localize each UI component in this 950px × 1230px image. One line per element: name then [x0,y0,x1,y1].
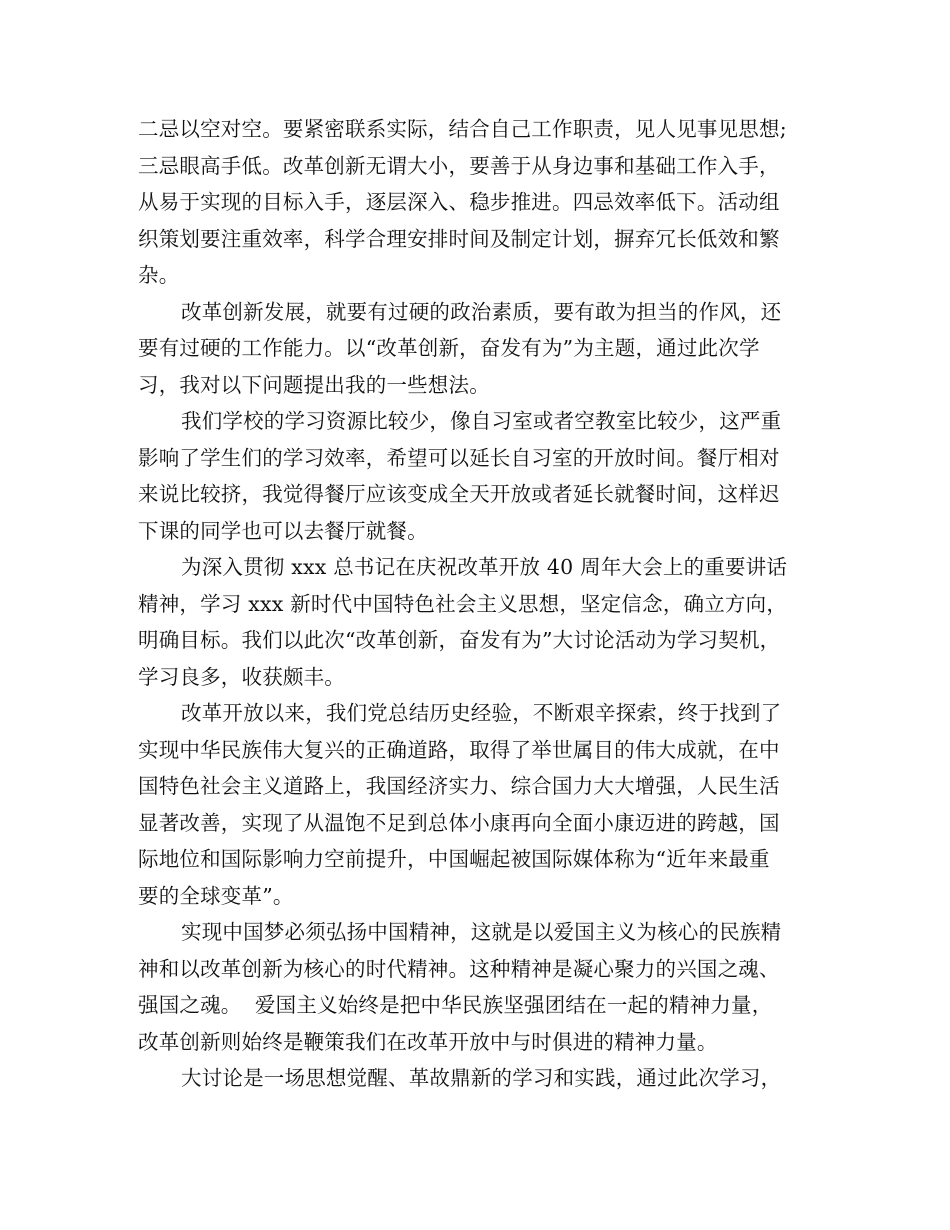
text-line: 从易于实现的目标入手，逐层深入、稳步推进。四忌效率低下。活动组 [138,190,780,214]
document-body [138,111,828,1097]
text-line: 三忌眼高手低。改革创新无谓大小，要善于从身边事和基础工作入手， [138,153,780,178]
text-line: 要有过硬的工作能力。以“改革创新，奋发有为”为主题，通过此次学 [138,336,760,360]
text-line: 神和以改革创新为核心的时代精神。这种精神是凝心聚力的兴国之魂、 [138,956,780,981]
text-line: 精神，学习 xxx 新时代中国特色社会主义思想，坚定信念，确立方向， [138,591,788,616]
text-line: 改革开放以来，我们党总结历史经验，不断艰辛探索，终于找到了 [181,701,782,725]
text-line: 下课的同学也可以去餐厅就餐。 [138,518,428,543]
text-line: 杂。 [138,263,180,287]
text-line: 大讨论是一场思想觉醒、革故鼎新的学习和实践，通过此次学习， [181,1066,782,1090]
text-line: 际地位和国际影响力空前提升，中国崛起被国际媒体称为“近年来最重 [138,847,770,871]
text-line: 为深入贯彻 xxx 总书记在庆祝改革开放 40 周年大会上的重要讲话 [181,555,788,579]
text-line: 织策划要注重效率，科学合理安排时间及制定计划，摒弃冗长低效和繁 [138,226,780,251]
text-line: 实现中国梦必须弘扬中国精神，这就是以爱国主义为核心的民族精 [181,920,782,944]
text-line: 影响了学生们的学习效率，希望可以延长自习室的开放时间。餐厅相对 [138,445,780,470]
text-line: 来说比较挤，我觉得餐厅应该变成全天开放或者延长就餐时间，这样迟 [138,482,780,506]
text-line: 国特色社会主义道路上，我国经济实力、综合国力大大增强，人民生活 [138,774,780,798]
text-line: 二忌以空对空。要紧密联系实际，结合自己工作职责，见人见事见思想; [138,117,787,141]
text-line: 学习良多，收获颇丰。 [138,664,345,689]
text-line: 改革创新发展，就要有过硬的政治素质，要有敢为担当的作风，还 [181,299,782,324]
text-line: 习，我对以下问题提出我的一些想法。 [138,372,490,397]
text-line: 显著改善，实现了从温饱不足到总体小康再向全面小康迈进的跨越，国 [138,810,780,835]
text-line: 改革创新则始终是鞭策我们在改革开放中与时俱进的精神力量。 [138,1029,718,1054]
text-line: 明确目标。我们以此次“改革创新，奋发有为”大讨论活动为学习契机， [138,628,781,652]
text-line: 要的全球变革”。 [138,883,294,908]
text-line: 我们学校的学习资源比较少，像自习室或者空教室比较少，这严重 [181,409,782,433]
text-line: 实现中华民族伟大复兴的正确道路，取得了举世属目的伟大成就，在中 [138,737,780,762]
text-line: 强国之魂。 爱国主义始终是把中华民族坚强团结在一起的精神力量， [138,993,773,1017]
